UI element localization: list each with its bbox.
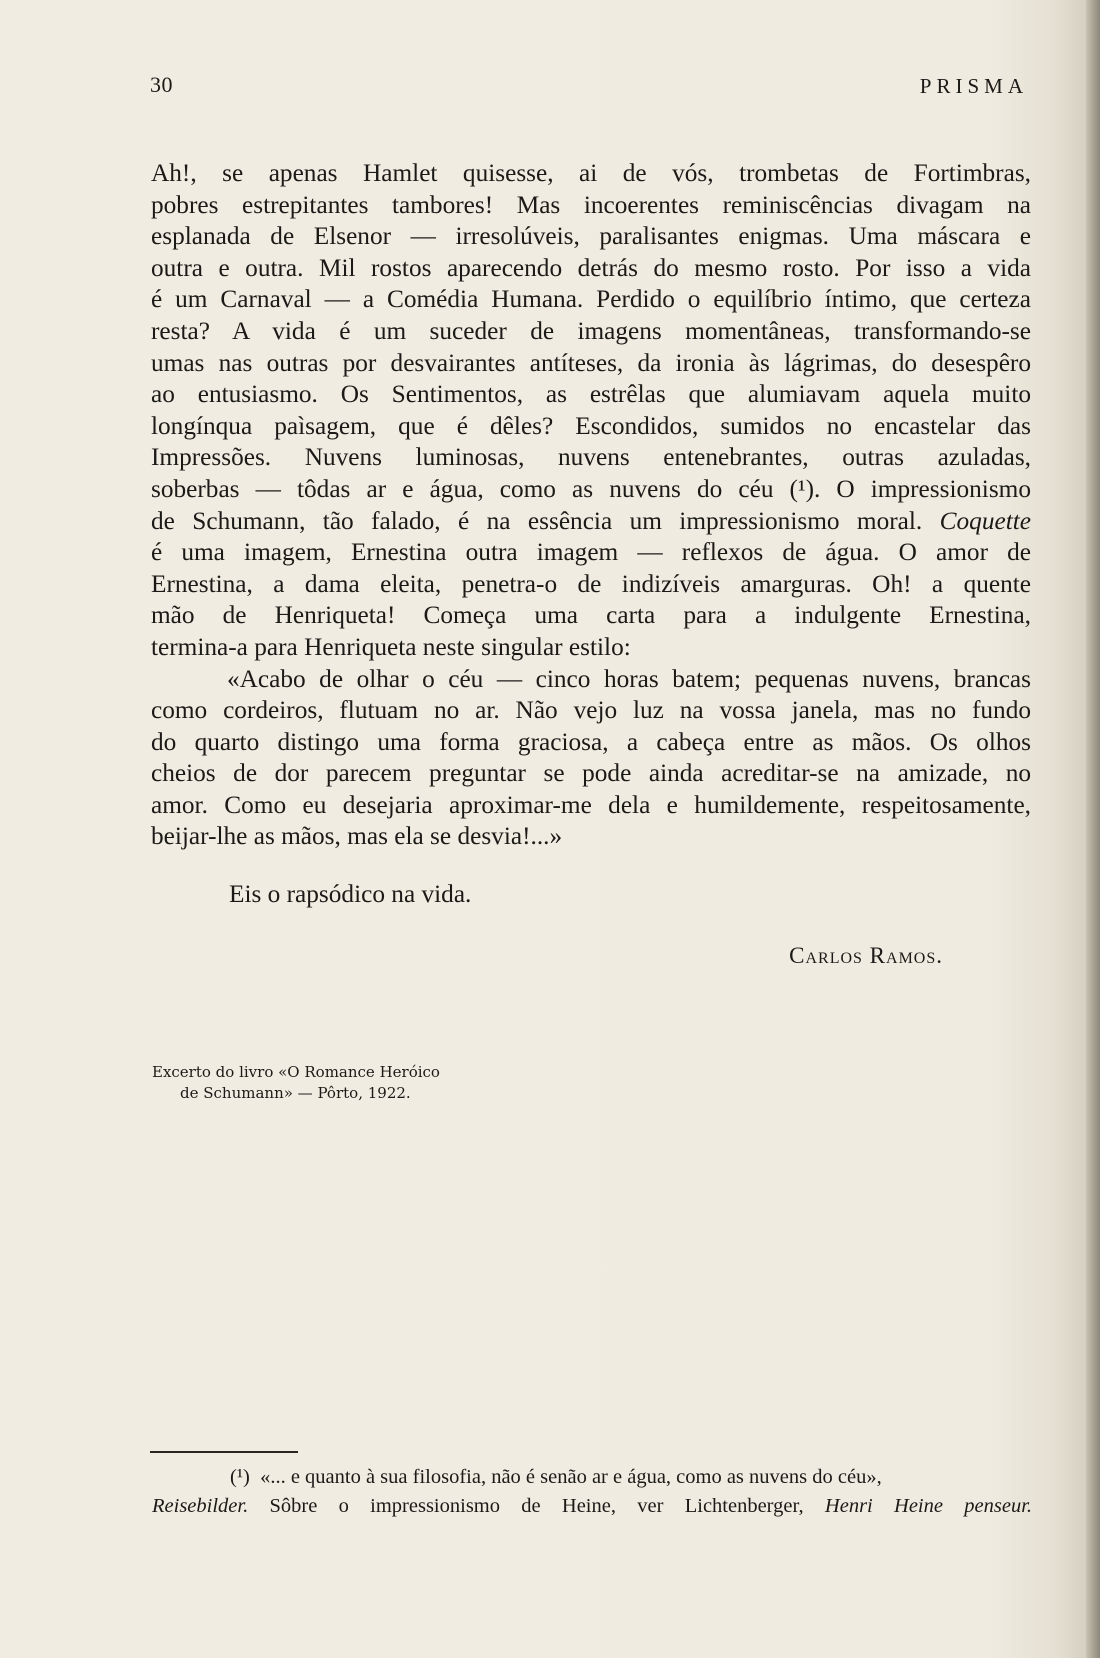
- body-line: Impressões. Nuvens luminosas, nuvens entenebrantes, outras azuladas,: [151, 443, 1031, 472]
- italic-word: Coquette: [939, 506, 1031, 535]
- body-line: é um Carnaval — a Comédia Humana. Perdido o equilíbrio íntimo, que certeza: [151, 285, 1031, 314]
- source-note: [152, 1062, 440, 1104]
- body-line-text: de Schumann, tão falado, é na essência um impressionismo moral.: [151, 506, 923, 535]
- source-note-line: Excerto do livro «O Romance Heróico: [152, 1063, 440, 1081]
- footnote-line: [152, 1463, 1032, 1492]
- body-line: mão de Henriqueta! Começa uma carta para a indulgente Ernestina,: [151, 601, 1031, 630]
- source-note-line: de Schumann» — Pôrto, 1922.: [180, 1084, 411, 1102]
- body-line: Ernestina, a dama eleita, penetra-o de indizíveis amarguras. Oh! a quente: [151, 569, 1031, 598]
- body-line: Ah!, se apenas Hamlet quisesse, ai de vós, trombetas de Fortimbras,: [151, 159, 1031, 187]
- footnote-text: «... e quanto à sua filosofia, não é senão ar e água, como as nuvens do céu»,: [260, 1466, 882, 1488]
- body-line: é uma imagem, Ernestina outra imagem — reflexos de água. O amor de: [151, 538, 1031, 567]
- body-line: umas nas outras por desvairantes antíteses, da ironia às lágrimas, do desespêro: [151, 348, 1031, 377]
- signature: Carlos Ramos.: [789, 943, 943, 968]
- body-line: resta? A vida é um suceder de imagens momentâneas, transformando-se: [151, 316, 1031, 345]
- footnote-rule: [150, 1451, 298, 1453]
- body-line: outra e outra. Mil rostos aparecendo detrás do mesmo rosto. Por isso a vida: [151, 253, 1031, 282]
- running-head: PRISMA: [919, 74, 1028, 98]
- quote-line: amor. Como eu desejaria aproximar-me dela e humildemente, respeitosamente,: [151, 790, 1031, 819]
- quote-line: «Acabo de olhar o céu — cinco horas batem; pequenas nuvens, brancas: [227, 664, 1031, 693]
- footnote-work-title: Henri Heine penseur.: [824, 1495, 1033, 1517]
- body-line: termina-a para Henriqueta neste singular estilo:: [151, 632, 631, 661]
- footnote-marker: (¹): [230, 1466, 250, 1488]
- body-text: [151, 158, 1031, 853]
- footnote: [152, 1463, 1032, 1521]
- footnote-work-title: Reisebilder.: [152, 1495, 249, 1517]
- body-line: esplanada de Elsenor — irresolúveis, paralisantes enigmas. Uma máscara e: [151, 222, 1031, 251]
- footnote-text: Sôbre o impressionismo de Heine, ver Lichtenberger,: [269, 1495, 804, 1517]
- page-edge-shadow: [1086, 0, 1100, 1658]
- body-line: longínqua paìsagem, que é dêles? Escondidos, sumidos no encastelar das: [151, 411, 1031, 440]
- body-line: soberbas — tôdas ar e água, como as nuvens do céu (¹). O impressionismo: [151, 474, 1031, 503]
- quote-line: como cordeiros, flutuam no ar. Não vejo luz na vossa janela, mas no fundo: [151, 696, 1031, 725]
- body-line: pobres estrepitantes tambores! Mas incoerentes reminiscências divagam na: [151, 190, 1031, 219]
- footnote-line: [152, 1492, 1032, 1521]
- page-number: 30: [150, 72, 173, 97]
- body-line: [151, 506, 1031, 538]
- body-line: ao entusiasmo. Os Sentimentos, as estrêlas que alumiavam aquela muito: [151, 380, 1031, 409]
- quote-line: cheios de dor parecem preguntar se pode ainda acreditar-se na amizade, no: [151, 759, 1031, 788]
- quote-line: beijar-lhe as mãos, mas ela se desvia!...»: [151, 822, 563, 851]
- closing-line: Eis o rapsódico na vida.: [229, 880, 472, 908]
- quote-line: do quarto distingo uma forma graciosa, a cabeça entre as mãos. Os olhos: [151, 727, 1031, 756]
